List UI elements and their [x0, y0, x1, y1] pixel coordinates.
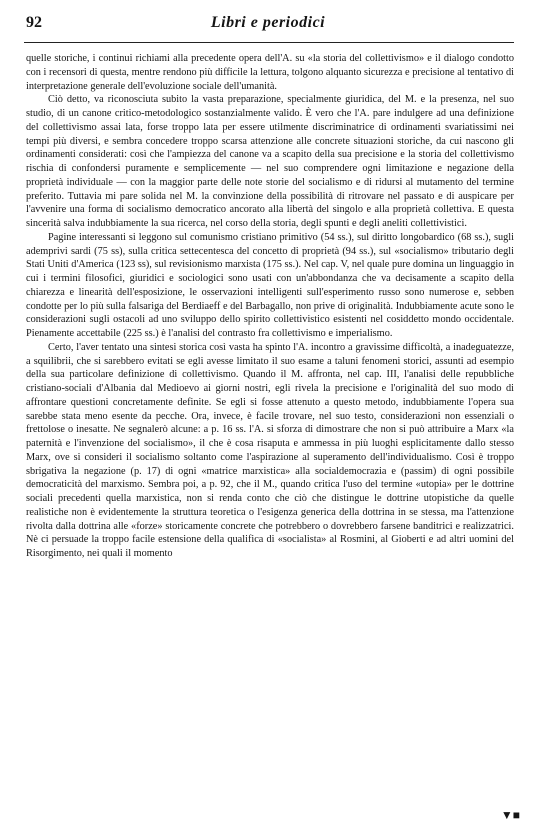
paragraph-continuation: quelle storiche, i continui richiami alla precedente opera dell'A. su «la storia del collettivismo» e il dialogo condotto con i recensori di questa, mentre rendono più difficile la lettura, tolgono alquanto sicurezza e precisione al tentativo di interpretazione generale dell'evoluzione sociale dell'umanità.	[26, 53, 514, 92]
body-text	[26, 52, 514, 561]
running-title: Libri e periodici	[210, 14, 326, 31]
paragraph: Ciò detto, va riconosciuta subito la vasta preparazione, specialmente giuridica, del M. e la presenza, nel suo studio, di un canone critico-metodologico sostanzialmente valido. È vero che l'A. pare indulgere ad una definizione del collettivismo assai lata, forse troppo lata per essere utilmente discriminatrice di ordinamenti svariatissimi nei tempi più diversi, e sembra concedere troppo scarsa attenzione alle concrete situazioni storiche, da cui nascono gli ordinamenti considerati: così che l'ampiezza del canone va a scapito della sua precisione e la storia del collettivismo rischia di confondersi puramente e semplicemente — nel suo comprendere ogni limitazione e negazione della proprietà individuale — con la maggior parte delle note storie del socialismo e di ridursi al mutamento del termine preferito. Tuttavia mi pare solida nel M. la convinzione della possibilità di ritrovare nel passato e di auspicare per l'avvenire una forma di socialismo democratico ancorato alla libertà del singolo e alla proprietà collettiva. E questa sincerità salva indubbiamente la sua ricerca, nel corso della storia, degli spunti e degli aneliti collettivistici.	[26, 94, 514, 229]
page-number: 92	[26, 14, 42, 31]
paragraph: Certo, l'aver tentato una sintesi storica così vasta ha spinto l'A. incontro a gravissime difficoltà, a inadeguatezze, a squilibrii, che si sarebbero evitati se egli avesse limitato il suo esame a taluni fenomeni storici, assunti ad esempio della sua particolare definizione di collettivismo. Quando il M. affronta, nel cap. III, l'analisi delle repubbliche cristiano-sociali d'Albania dal Medioevo ai giorni nostri, egli rivela la precisione e l'originalità del suo modo di affrontare questioni concretamente definite. Se egli si fosse attenuto a questo metodo, indubbiamente l'opera sua sarebbe stata meno esente da pecche. Ora, invece, è facile trovare, nel suo testo, considerazioni non essenziali o frettolose o inesatte. Ne segnalerò alcune: a p. 16 ss. l'A. si sforza di dimostrare che non si può attribuire a Marx «la paternità e l'invenzione del socialismo», il che è cosa risaputa e ammessa in più luoghi esplicitamente dallo stesso Marx, ove si consideri il socialismo soltanto come l'aspirazione al superamento dell'individualismo. Così è troppo sbrigativa la negazione (p. 17) di ogni «matrice marxistica» alla socialdemocrazia e (passim) di ogni possibile democraticità del marxismo. Sembra poi, a p. 92, che il M., quando critica l'uso del termine «utopia» per le dottrine sociali precedenti quella marxistica, non si renda conto che ciò che distingue le dottrine utopistiche da quelle realistiche non è evidentemente la struttura teoretica o l'esigenza generica della dottrina in se stessa, ma l'attenzione rivolta dalla dottrina alle «forze» storicamente concrete che potrebbero o dovrebbero farsene banditrici e realizzatrici. Nè ci persuade la troppo facile estensione della qualifica di «socialista» al Rosmini, al Gioberti e ad altri uomini del Risorgimento, nei quali il momento	[26, 341, 514, 559]
header-rule	[24, 42, 514, 43]
ink-mark: ▼■	[500, 808, 520, 822]
paragraph: Pagine interessanti si leggono sul comunismo cristiano primitivo (54 ss.), sul diritto longobardico (68 ss.), sugli ademprivi sardi (75 ss), sulla critica settecentesca del concetto di proprietà (94 ss.), sul «socialismo» tributario degli Stati Uniti d'America (123 ss), sul revisionismo marxista (175 ss.). Nel cap. V, nel quale pure domina un linguaggio in cui i termini filosofici, giuridici e sociologici sono usati con un'abbondanza che va decisamente a scapito della chiarezza e linearità dell'esposizione, le osservazioni intelligenti sull'esperimento russo sono numerose e, sebben condotte per lo più sulla falsariga del Berdiaeff e del Barbagallo, non prive di originalità. Indubbiamente acute sono le considerazioni sugli ostacoli ad uno sviluppo dello spirito collettivistico esistenti nel cosiddetto mondo occidentale. Pienamente accettabile (225 ss.) è l'analisi del contrasto fra collettivismo e imperialismo.	[26, 231, 514, 339]
page-header	[24, 14, 512, 34]
